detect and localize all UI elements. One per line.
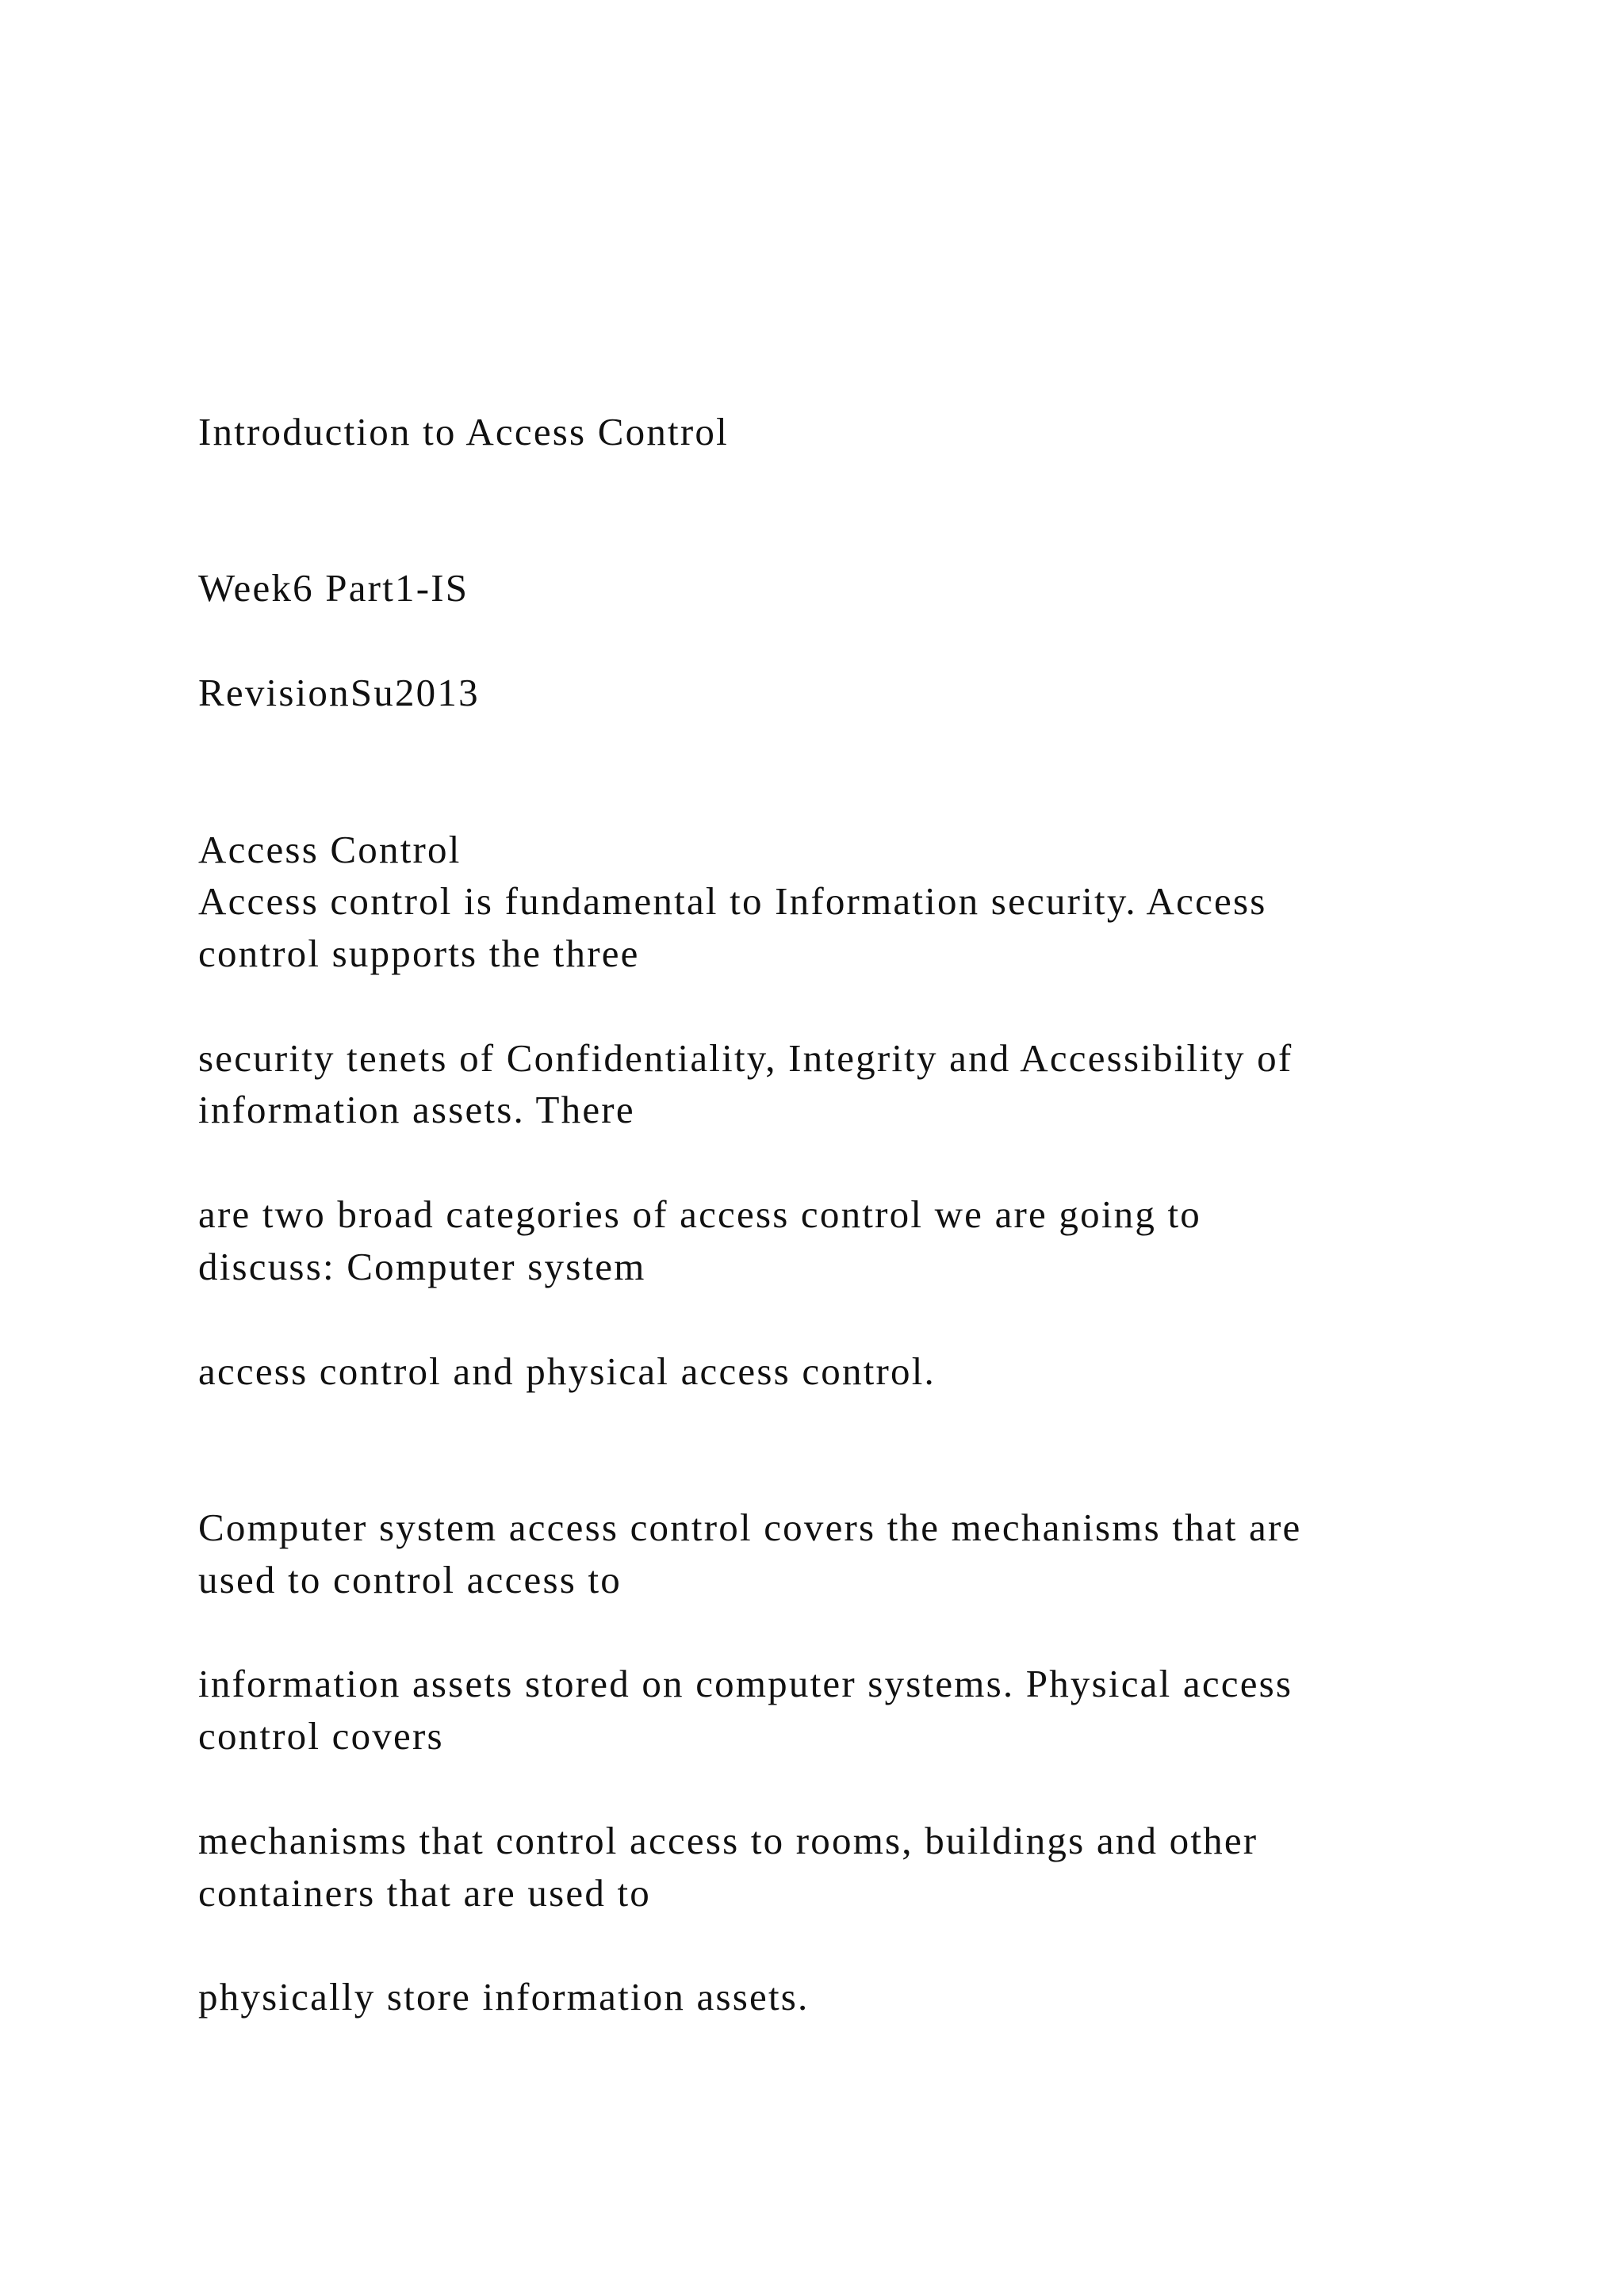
paragraph-line: access control and physical access control. (198, 1349, 936, 1393)
paragraph-line: control supports the three (198, 932, 640, 975)
paragraph-line: Computer system access control covers the mechanisms that are (198, 1506, 1302, 1549)
paragraph-line: containers that are used to (198, 1871, 651, 1915)
section-heading: Access Control (198, 828, 462, 871)
paragraph-line: are two broad categories of access control we are going to (198, 1192, 1202, 1236)
paragraph-line: information assets stored on computer systems. Physical access (198, 1662, 1293, 1705)
document-subtitle: Week6 Part1-IS (198, 566, 469, 610)
paragraph-line: Access control is fundamental to Information security. Access (198, 879, 1267, 923)
paragraph-line: mechanisms that control access to rooms, buildings and other (198, 1819, 1258, 1862)
paragraph-line: physically store information assets. (198, 1975, 810, 2019)
paragraph-line: used to control access to (198, 1558, 622, 1601)
paragraph-line: discuss: Computer system (198, 1245, 646, 1288)
paragraph-line: control covers (198, 1714, 444, 1758)
document-revision: RevisionSu2013 (198, 671, 480, 714)
document-title: Introduction to Access Control (198, 410, 729, 453)
paragraph-line: information assets. There (198, 1088, 635, 1131)
paragraph-line: security tenets of Confidentiality, Integrity and Accessibility of (198, 1036, 1293, 1080)
